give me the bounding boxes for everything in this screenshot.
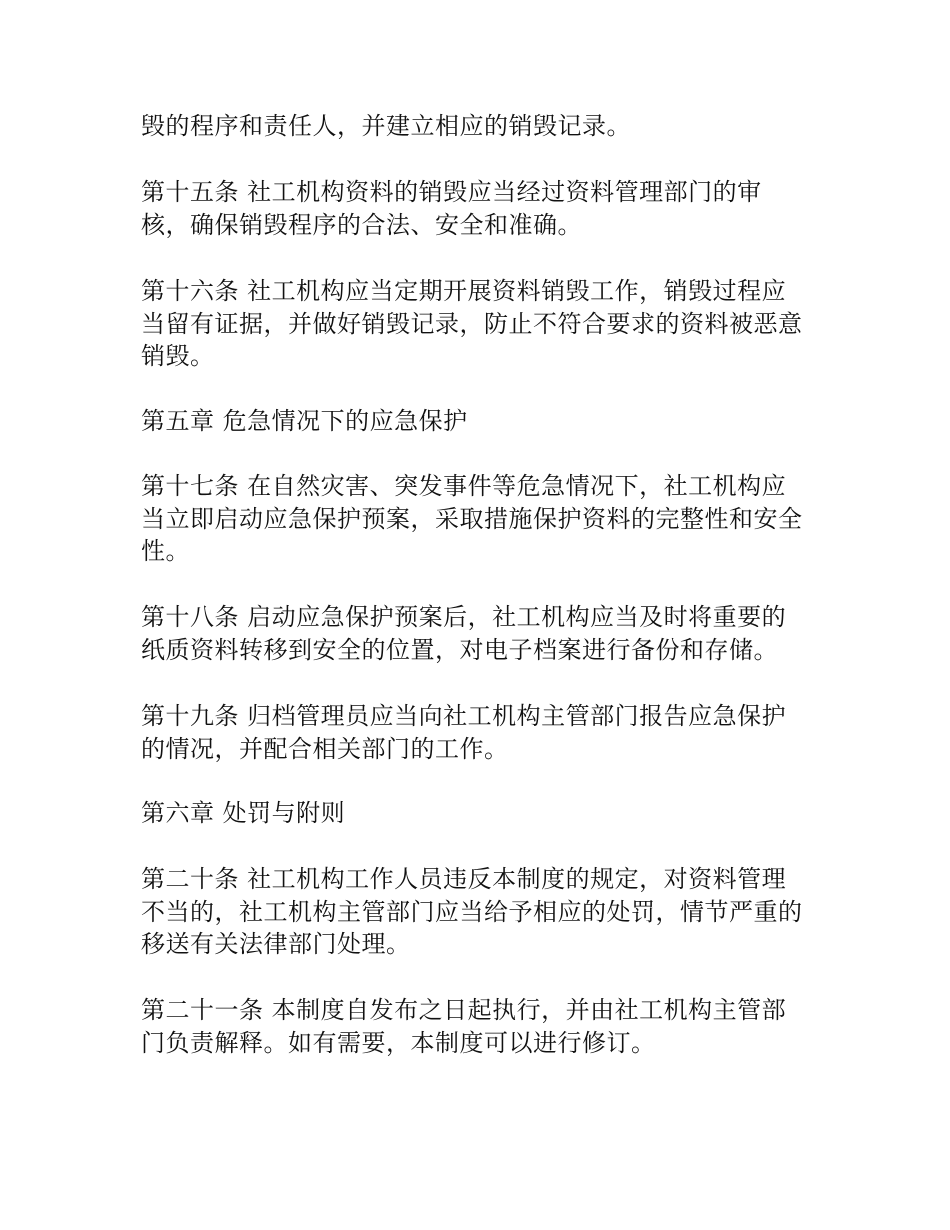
text-line: 门负责解释。如有需要，本制度可以进行修订。 (141, 1028, 656, 1057)
text-line: 核，确保销毁程序的合法、安全和准确。 (141, 210, 582, 239)
text-line: 第五章 危急情况下的应急保护 (141, 407, 468, 435)
text-line: 第二十条 社工机构工作人员违反本制度的规定，对资料管理 (141, 865, 787, 893)
paragraph-article-17 (141, 470, 821, 568)
text-line: 移送有关法律部门处理。 (141, 930, 411, 958)
paragraph-article-18 (141, 601, 821, 666)
text-line: 的情况，并配合相关部门的工作。 (141, 734, 509, 763)
text-line: 第十八条 启动应急保护预案后，社工机构应当及时将重要的 (141, 603, 787, 631)
text-line: 第二十一条 本制度自发布之日起执行，并由社工机构主管部 (141, 996, 787, 1024)
paragraph-destruction-record (141, 110, 821, 143)
paragraph-article-20 (141, 863, 821, 961)
text-line: 当留有证据，并做好销毁记录，防止不符合要求的资料被恶意 (141, 309, 803, 338)
text-line: 不当的，社工机构主管部门应当给予相应的处罚，情节严重的 (141, 897, 803, 926)
paragraph-article-16 (141, 275, 821, 373)
paragraph-article-15 (141, 176, 821, 241)
chapter-6-heading (141, 797, 821, 830)
text-line: 毁的程序和责任人，并建立相应的销毁记录。 (141, 112, 631, 140)
text-line: 第十五条 社工机构资料的销毁应当经过资料管理部门的审 (141, 178, 762, 206)
text-line: 第十七条 在自然灾害、突发事件等危急情况下，社工机构应 (141, 472, 787, 500)
text-line: 第十六条 社工机构应当定期开展资料销毁工作，销毁过程应 (141, 277, 787, 305)
text-line: 纸质资料转移到安全的位置，对电子档案进行备份和存储。 (141, 635, 778, 664)
text-line: 第十九条 归档管理员应当向社工机构主管部门报告应急保护 (141, 702, 787, 730)
text-line: 当立即启动应急保护预案，采取措施保护资料的完整性和安全 (141, 504, 803, 533)
paragraph-article-19 (141, 700, 821, 765)
chapter-5-heading (141, 405, 821, 438)
paragraph-article-21 (141, 994, 821, 1059)
text-line: 销毁。 (141, 342, 215, 370)
text-line: 性。 (141, 537, 190, 565)
text-line: 第六章 处罚与附则 (141, 799, 346, 827)
